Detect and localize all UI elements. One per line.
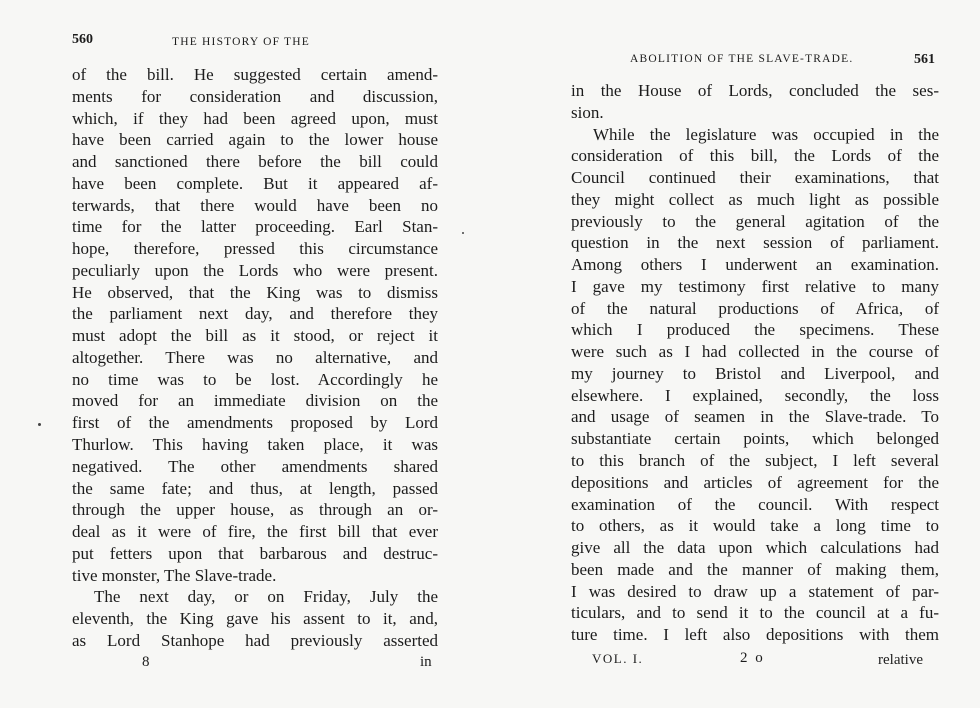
text-line: ments for consideration and discussion,	[72, 86, 438, 106]
text-line: in the House of Lords, concluded the ses-	[571, 81, 939, 100]
text-line: consideration of this bill, the Lords of the	[571, 146, 939, 166]
text-line: eleventh, the King gave his assent to it, and,	[72, 609, 438, 629]
text-line: hope, therefore, pressed this circumstance	[72, 239, 438, 259]
text-line: ture time. I left also depositions with them	[571, 625, 939, 645]
text-line: elsewhere. I explained, secondly, the loss	[571, 385, 939, 405]
right-running-head: ABOLITION OF THE SLAVE-TRADE.	[630, 53, 854, 65]
text-line: tive monster, The Slave-trade.	[72, 565, 277, 585]
text-line: put fetters upon that barbarous and destruc-	[72, 543, 438, 563]
text-line: moved for an immediate division on the	[72, 391, 438, 411]
text-line: He observed, that the King was to dismiss	[72, 282, 438, 302]
text-line: previously to the general agitation of the	[571, 211, 939, 231]
text-line: time for the latter proceeding. Earl Stan-	[72, 217, 438, 237]
text-line: my journey to Bristol and Liverpool, and	[571, 363, 939, 383]
text-line: depositions and articles of agreement for the	[571, 472, 939, 492]
text-line: Thurlow. This having taken place, it was	[72, 435, 438, 455]
text-line: examination of the council. With respect	[571, 494, 939, 514]
left-footer-catchword: in	[420, 654, 432, 670]
text-line: negatived. The other amendments shared	[72, 456, 438, 476]
text-line: Council continued their examinations, that	[571, 168, 939, 188]
paper-speck	[38, 423, 41, 426]
text-line: through the upper house, as through an or-	[72, 500, 438, 520]
text-line: to others, as it would take a long time to	[571, 516, 939, 536]
text-line: the parliament next day, and therefore they	[72, 304, 438, 324]
text-line: and sanctioned there before the bill could	[72, 152, 438, 172]
text-line: the same fate; and thus, at length, passed	[72, 478, 438, 498]
text-line: to this branch of the subject, I left several	[571, 451, 939, 471]
text-line: of the natural productions of Africa, of	[571, 298, 939, 318]
text-line: I was desired to draw up a statement of par-	[571, 581, 939, 601]
left-body-text	[72, 64, 438, 652]
right-body-text	[571, 80, 939, 646]
text-line: peculiarly upon the Lords who were present.	[72, 260, 438, 280]
left-footer-signature: 8	[142, 654, 152, 670]
right-footer-volume: VOL. I.	[592, 651, 644, 666]
text-line: and usage of seamen in the Slave-trade. To	[571, 407, 939, 427]
text-line: ticulars, and to send it to the council at a fu-	[571, 603, 939, 623]
text-line: altogether. There was no alternative, and	[72, 347, 438, 367]
text-line: as Lord Stanhope had previously asserted	[72, 630, 438, 650]
text-line: substantiate certain points, which belonged	[571, 429, 939, 449]
text-line: first of the amendments proposed by Lord	[72, 413, 438, 433]
text-line: were such as I had collected in the course of	[571, 342, 939, 362]
text-line: no time was to be lost. Accordingly he	[72, 369, 438, 389]
text-line: I gave my testimony first relative to many	[571, 276, 939, 296]
text-line: sion.	[571, 102, 604, 122]
right-page	[490, 0, 980, 708]
text-line: have been complete. But it appeared af-	[72, 173, 438, 193]
text-line: Among others I underwent an examination.	[571, 255, 939, 275]
text-line: terwards, that there would have been no	[72, 195, 438, 215]
text-line: question in the next session of parliament.	[571, 233, 939, 253]
paper-speck	[462, 232, 464, 234]
text-line: they might collect as much light as possible	[571, 189, 939, 209]
right-page-number: 561	[914, 52, 935, 67]
right-footer-signature: 2 o	[740, 650, 765, 666]
text-line: deal as it were of fire, the first bill that ever	[72, 522, 438, 542]
left-page-number: 560	[72, 32, 93, 47]
text-line: which, if they had been agreed upon, must	[72, 108, 438, 128]
text-line: While the legislature was occupied in the	[593, 124, 939, 144]
right-footer-catchword: relative	[878, 652, 923, 668]
text-line: been made and the manner of making them,	[571, 559, 939, 579]
text-line: which I produced the specimens. These	[571, 320, 939, 340]
left-running-head: THE HISTORY OF THE	[172, 36, 310, 48]
text-line: The next day, or on Friday, July the	[94, 587, 438, 607]
text-line: give all the data upon which calculations had	[571, 538, 939, 558]
text-line: must adopt the bill as it stood, or reject it	[72, 326, 438, 346]
text-line: have been carried again to the lower house	[72, 130, 438, 150]
text-line: of the bill. He suggested certain amend-	[72, 65, 438, 84]
